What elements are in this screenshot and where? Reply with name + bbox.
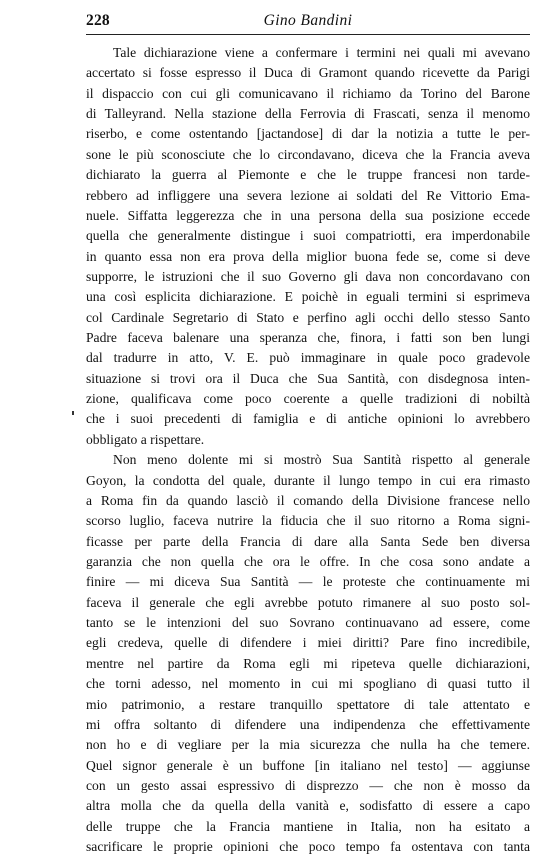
- text-line: situazione si trovi ora il Duca che Sua Santità, con disdegnosa inten-: [86, 370, 530, 386]
- text-line: che torni adesso, nel momento in cui mi spogliano di quasi tutto il: [86, 676, 530, 692]
- text-line: zione, qualificava come poco coerente a quelle tradizioni di nobiltà: [86, 391, 530, 407]
- text-line: di Talleyrand. Nella stazione della Ferrovia di Frascati, senza il menomo: [86, 106, 530, 122]
- body-text: [86, 43, 530, 857]
- text-line: dichiarato la guerra al Piemonte e che le truppe francesi non tarde-: [86, 167, 530, 183]
- text-line: una così esplicita dichiarazione. E poichè in eguali termini si esprimeva: [86, 289, 530, 305]
- text-line: Padre faceva balenare una speranza che, finora, i fatti son ben lungi: [86, 330, 530, 346]
- text-line: mio patrimonio, a restare tranquillo spettatore di tale attentato e: [86, 696, 530, 712]
- text-line: rebbero ad infliggere una severa lezione ai soldati del Re Vittorio Ema-: [86, 187, 530, 203]
- header-rule: [86, 34, 530, 35]
- text-line: tanto se le intenzioni del suo Sovrano continuavano ad essere, come: [86, 615, 530, 631]
- text-line: nuele. Siffatta leggerezza che in una persona della sua posizione eccede: [86, 207, 530, 223]
- text-line: Quel signor generale è un buffone [in italiano nel testo] — aggiunse: [86, 757, 530, 773]
- text-line: quella che generalmente distingue i suoi compatriotti, era imperdonabile: [86, 228, 530, 244]
- text-line: delle truppe che la Francia mantiene in Italia, non ha esitato a: [86, 818, 530, 834]
- text-line: Tale dichiarazione viene a confermare i termini nei quali mi avevano: [113, 45, 530, 60]
- text-line: mi offra soltanto di difendere una indipendenza che effettivamente: [86, 716, 530, 732]
- text-line: garanzia che non quella che ora le offre. In che cosa sono andate a: [86, 553, 530, 569]
- text-line: ficasse per parte della Francia di dare alla Santa Sede ben diversa: [86, 533, 530, 549]
- text-line: che i suoi precedenti di famiglia e di antiche opinioni lo avrebbero: [86, 411, 530, 427]
- text-line: finire — mi diceva Sua Santità — le proteste che continuamente mi: [86, 574, 530, 590]
- text-line: sacrificare le proprie opinioni che poco tempo fa ostentava con tanta: [86, 839, 530, 855]
- running-head: [86, 12, 530, 32]
- running-head-author: Gino Bandini: [263, 12, 353, 29]
- page-number: 228: [86, 12, 110, 29]
- text-line: col Cardinale Segretario di Stato e perfino agli occhi dello stesso Santo: [86, 309, 530, 325]
- text-line: supporre, le istruzioni che il suo Governo gli dava non concordavano con: [86, 268, 530, 284]
- text-line: accertato si fosse espresso il Duca di Gramont quando ricevette da Parigi: [86, 65, 530, 81]
- text-line: sone le più sconosciute che lo circondavano, diceva che la Francia aveva: [86, 146, 530, 162]
- text-line: il dispaccio con cui gli comunicavano il richiamo da Torino del Barone: [86, 85, 530, 101]
- text-line: egli credeva, quelle di difendere i miei diritti? Pare fino incredibile,: [86, 635, 530, 651]
- text-line: riserbo, e come ostentando [jactandose] di dar la notizia a tutte le per-: [86, 126, 530, 142]
- text-line: Non meno dolente mi si mostrò Sua Santità rispetto al generale: [113, 452, 530, 468]
- text-line: Goyon, la condotta del quale, durante il lungo tempo in cui era rimasto: [86, 472, 530, 488]
- margin-mark: [72, 411, 74, 415]
- text-line: altra molla che da quella della vanità e, sodisfatto di essere a capo: [86, 798, 530, 814]
- text-line: obbligato a rispettare.: [86, 431, 205, 447]
- text-line: con un gesto assai espressivo di disprezzo — che non è mosso da: [86, 777, 530, 793]
- text-line: scorso luglio, faceva nutrire la fiducia che il suo ritorno a Roma signi-: [86, 513, 530, 529]
- text-line: dal tradurre in atto, V. E. può immaginare in quale poco gradevole: [86, 350, 530, 366]
- text-line: mentre nel partire da Roma egli mi ripeteva quelle dichiarazioni,: [86, 655, 530, 671]
- text-line: faceva il generale che egli avrebbe potuto rimanere al suo posto sol-: [86, 594, 530, 610]
- text-line: a Roma fin da quando lasciò il comando della Divisione francese nello: [86, 492, 530, 508]
- text-line: in quanto essa non era prova della miglior buona fede se, come si deve: [86, 248, 530, 264]
- text-line: non ho e di vegliare per la mia sicurezza che nulla ha che temere.: [86, 737, 530, 753]
